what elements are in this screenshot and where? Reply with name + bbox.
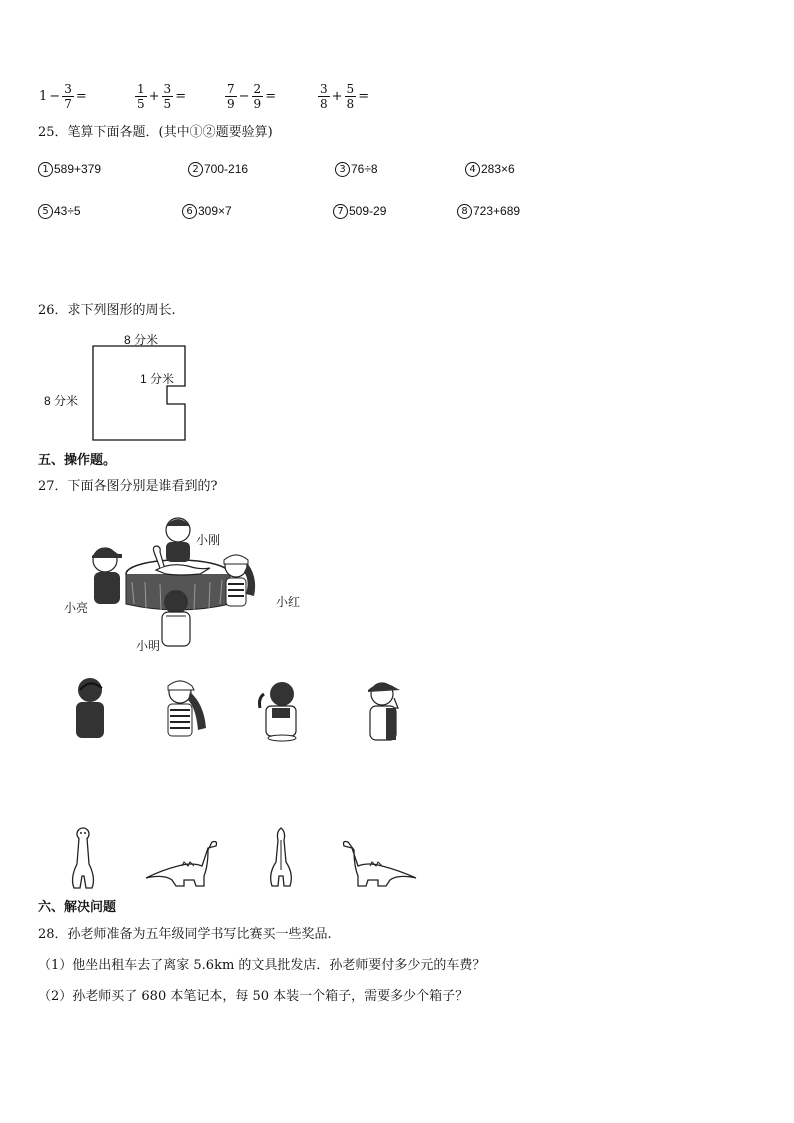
fraction: $\frac{1}{5}$ [137, 81, 145, 111]
fraction-problem-2 [134, 78, 187, 114]
fraction: $\frac{3}{7}$ [64, 81, 72, 111]
operator: + [148, 88, 160, 104]
kid-right [224, 555, 255, 606]
calc-item: 4 283×6 [465, 161, 515, 177]
view-person-2 [158, 676, 214, 742]
fraction: $\frac{5}{8}$ [346, 81, 355, 111]
kid-bottom [162, 590, 190, 646]
name-xiaohong: 小红 [276, 595, 301, 609]
operator: − [238, 88, 250, 104]
kid-left [92, 548, 122, 604]
view-person-3 [254, 678, 310, 744]
calc-item: 6 309×7 [182, 203, 232, 219]
calc-item: 8 723+689 [457, 203, 520, 219]
dinosaur-table-scene [60, 512, 320, 657]
notched-square-shape [93, 346, 185, 440]
q28-subquestion-2: （2）孙老师买了 680 本笔记本，每 50 本装一个箱子，需要多少个箱子？ [38, 989, 469, 1004]
top-length-label: 8 分米 [124, 333, 159, 347]
equals-sign: = [358, 88, 370, 104]
fraction: $\frac{3}{5}$ [163, 81, 172, 111]
name-xiaoming: 小明 [136, 639, 161, 653]
fraction-problem-4 [317, 78, 370, 114]
operator: + [331, 88, 343, 104]
fraction: $\frac{2}{9}$ [253, 81, 262, 111]
view-dinosaur-4 [340, 836, 420, 888]
equals-sign: = [75, 88, 87, 104]
section-5-heading: 五、操作题。 [38, 453, 117, 468]
calc-item: 3 76÷8 [335, 161, 378, 177]
notch-length-label: 1 分米 [140, 372, 175, 386]
view-dinosaur-3 [264, 826, 298, 890]
calc-item: 2 700-216 [188, 161, 248, 177]
kid-top [166, 518, 190, 562]
view-dinosaur-1 [64, 826, 102, 892]
section-6-heading: 六、解决问题 [38, 900, 117, 915]
fraction: $\frac{7}{9}$ [227, 81, 235, 111]
perimeter-figure [38, 328, 208, 448]
view-dinosaur-2 [142, 836, 220, 888]
side-length-label: 8 分米 [44, 394, 79, 408]
fraction-problem-3 [224, 78, 277, 114]
fraction: $\frac{3}{8}$ [320, 81, 328, 111]
q28-title: 28．孙老师准备为五年级同学书写比赛买一些奖品. [38, 927, 332, 942]
calc-item: 7 509-29 [333, 203, 386, 219]
operator: − [49, 88, 61, 104]
whole-number: 1 [39, 88, 48, 104]
calc-item: 5 43÷5 [38, 203, 81, 219]
name-xiaogang: 小刚 [196, 533, 221, 547]
equals-sign: = [175, 88, 187, 104]
fraction-problem-1 [38, 78, 88, 114]
view-person-4 [360, 678, 408, 746]
name-xiaoliang: 小亮 [64, 601, 89, 615]
q25-title: 25．笔算下面各题．(其中①②题要验算) [38, 125, 273, 140]
q27-title: 27．下面各图分别是谁看到的? [38, 479, 218, 494]
view-person-1 [70, 676, 112, 742]
q26-title: 26．求下列图形的周长. [38, 303, 176, 318]
calc-item: 1 589+379 [38, 161, 101, 177]
q28-subquestion-1: （1）他坐出租车去了离家 5.6km 的文具批发店．孙老师要付多少元的车费？ [38, 958, 486, 973]
equals-sign: = [265, 88, 277, 104]
